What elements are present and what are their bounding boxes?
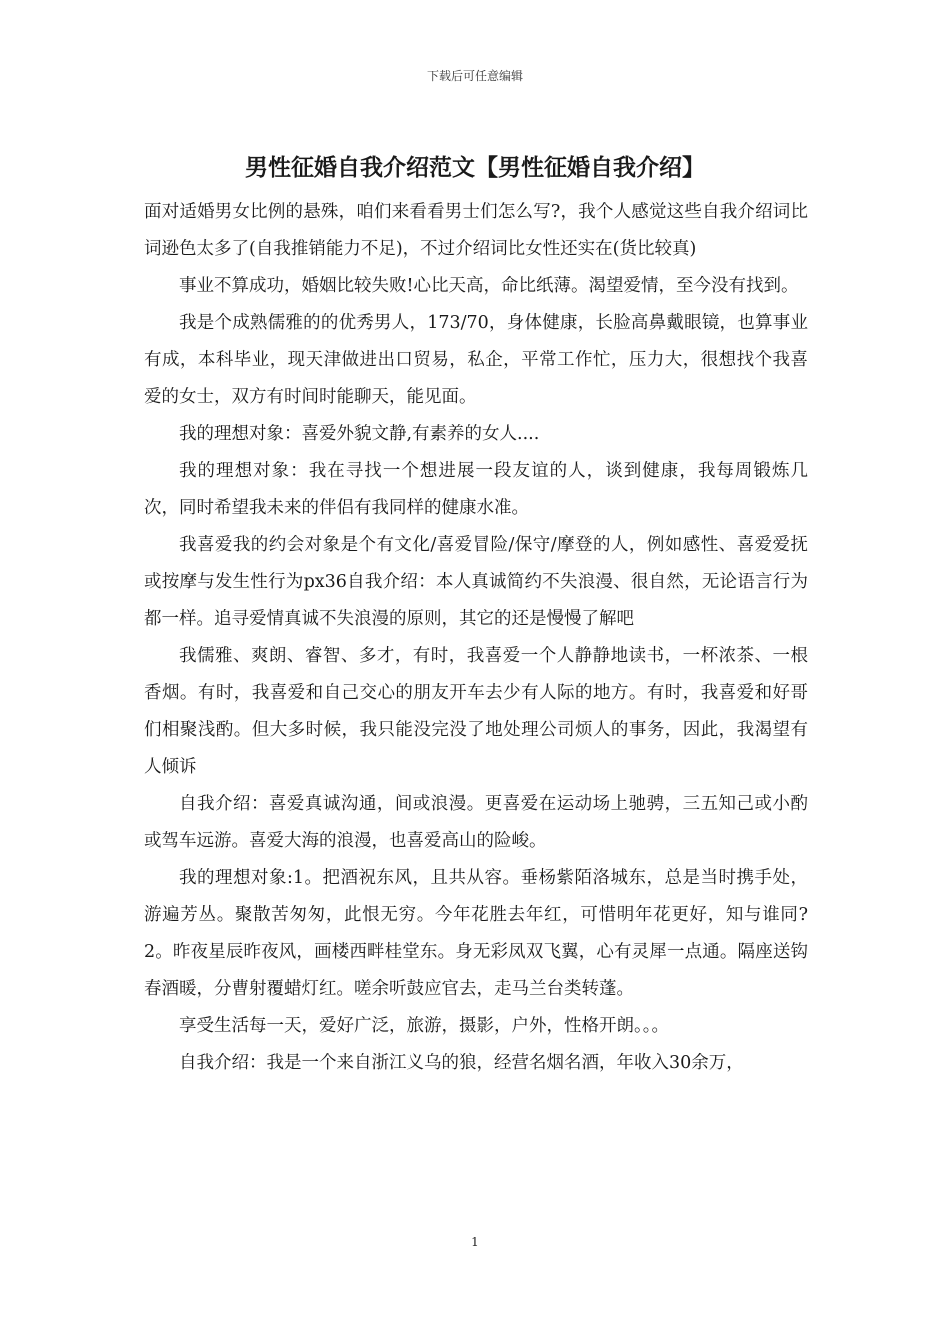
document-body bbox=[144, 194, 808, 1082]
paragraph-intro: 面对适婚男女比例的悬殊，咱们来看看男士们怎么写?，我个人感觉这些自我介绍词比词逊色太多了(自我推销能力不足)，不过介绍词比女性还实在(货比较真) bbox=[144, 202, 808, 259]
paragraph: 我的理想对象：喜爱外貌文静,有素养的女人.... bbox=[179, 424, 540, 444]
paragraph: 自我介绍：我是一个来自浙江义乌的狼，经营名烟名酒，年收入30余万， bbox=[179, 1053, 744, 1073]
paragraph: 我儒雅、爽朗、睿智、多才，有时，我喜爱一个人静静地读书，一杯浓茶、一根香烟。有时，我喜爱和自己交心的朋友开车去少有人际的地方。有时，我喜爱和好哥们相聚浅酌。但大多时候，我只能没完没了地处理公司烦人的事务，因此，我渴望有人倾诉 bbox=[144, 646, 808, 777]
paragraph: 享受生活每一天，爱好广泛，旅游，摄影，户外，性格开朗。。。 bbox=[179, 1016, 669, 1036]
page-number: 1 bbox=[471, 1235, 479, 1249]
document-title: 男性征婚自我介绍范文【男性征婚自我介绍】 bbox=[245, 155, 705, 181]
paragraph: 我的理想对象：我在寻找一个想进展一段友谊的人，谈到健康，我每周锻炼几次，同时希望我未来的伴侣有我同样的健康水准。 bbox=[144, 461, 808, 518]
header-note: 下载后可任意编辑 bbox=[426, 69, 523, 83]
paragraph: 我喜爱我的约会对象是个有文化/喜爱冒险/保守/摩登的人，例如感性、喜爱爱抚或按摩与发生性行为px36自我介绍：本人真诚简约不失浪漫、很自然，无论语言行为都一样。追寻爱情真诚不失浪漫的原则，其它的还是慢慢了解吧 bbox=[144, 535, 808, 629]
paragraph: 我是个成熟儒雅的的优秀男人，173/70，身体健康，长脸高鼻戴眼镜，也算事业有成，本科毕业，现天津做进出口贸易，私企，平常工作忙，压力大，很想找个我喜爱的女士，双方有时间时能聊天，能见面。 bbox=[144, 313, 808, 407]
paragraph: 自我介绍：喜爱真诚沟通，间或浪漫。更喜爱在运动场上驰骋，三五知己或小酌或驾车远游。喜爱大海的浪漫，也喜爱高山的险峻。 bbox=[144, 794, 808, 851]
paragraph: 我的理想对象:1。把酒祝东风，且共从容。垂杨紫陌洛城东，总是当时携手处，游遍芳丛。聚散苦匆匆，此恨无穷。今年花胜去年红，可惜明年花更好，知与谁同?2。昨夜星辰昨夜风，画楼西畔桂堂东。身无彩凤双飞翼，心有灵犀一点通。隔座送钩春酒暖，分曹射覆蜡灯红。嗟余听鼓应官去，走马兰台类转蓬。 bbox=[144, 868, 808, 999]
paragraph: 事业不算成功，婚姻比较失败!心比天高，命比纸薄。渴望爱情，至今没有找到。 bbox=[179, 276, 799, 296]
